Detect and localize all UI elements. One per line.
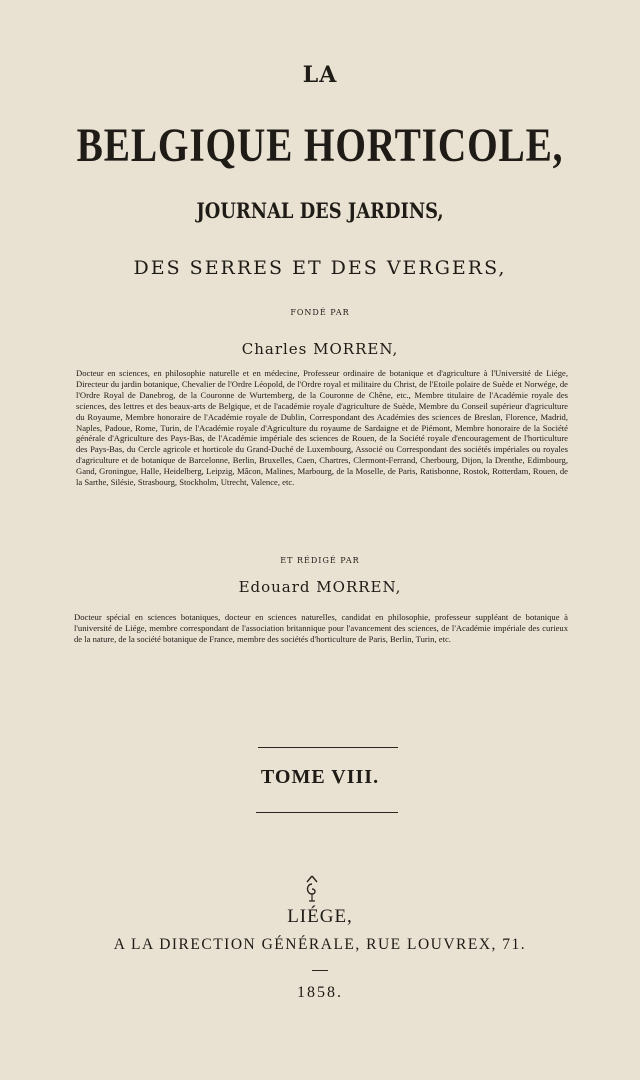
title-article: LA: [302, 62, 338, 88]
imprint-city: LIÉGE,: [287, 906, 353, 927]
imprint-year: 1858.: [297, 984, 343, 1001]
volume-number: TOME VIII.: [260, 766, 380, 788]
editor-bio: Docteur spécial en sciences botaniques, docteur en sciences naturelles, candidat en philosophie, professeur suppléant de botanique à l'université de Liége, membre correspondant de l'association britannique pour l'avancement des sciences, de l'Académie impériale des curieux de la nature, de la société botanique de France, membre des sociétés d'horticulture de Paris, Berlin, Turin, etc.: [74, 612, 568, 644]
subtitle-line-2: DES SERRES ET DES VERGERS,: [133, 257, 507, 279]
printer-ornament-icon: [300, 874, 324, 904]
subtitle-line-1: JOURNAL DES JARDINS,: [196, 198, 444, 223]
editor-name: Edouard MORREN,: [238, 578, 402, 596]
short-rule: [312, 970, 328, 971]
founder-name: Charles MORREN,: [241, 340, 399, 358]
founder-bio: Docteur en sciences, en philosophie naturelle et en médecine, Professeur ordinaire de botanique et d'agriculture à l'Université de Liége, Directeur du jardin botanique, Chevalier de l'Ordre Léopold, de l'Ordre royal et militaire du Christ, de l'Etoile polaire de Suède et Norwége, de l'Ordre Royal de Danebrog, de la Couronne de Wurtemberg, de la Couronne de Chêne, etc., Membre titulaire de l'Académie royale des sciences, des lettres et des beaux-arts de Belgique, et de l'académie royale d'agriculture de Suède, Membre du Conseil supérieur d'agriculture du Royaume, Membre honoraire de l'Académie royale de Dublin, Correspondant des Académies des sciences de Breslan, Florence, Madrid, Naples, Padoue, Rome, Turin, de l'Académie royale d'Agriculture du royaume de Sardaigne et de Piémont, Membre honoraire de la Société générale d'Agriculture des Pays-Bas, de l'Académie impériale des sciences de Rouen, de la Société royale d'encouragement de l'horticulture des Pays-Bas, du Cercle agricole et horticole du Grand-Duché de Luxembourg, Associé ou Correspondant des sociétés impériales ou royales d'agriculture et de botanique de Barcelonne, Berlin, Bruxelles, Caen, Chartres, Clermont-Ferrand, Cherbourg, Dijon, la Drenthe, Edimbourg, Gand, Groningue, Halle, Heidelberg, Leipzig, Mâcon, Malines, Marbourg, de la Moselle, de Paris, Ratisbonne, Rostok, Rotterdam, Rouen, de la Sarthe, Silésie, Strasbourg, Stockholm, Utrecht, Valence, etc.: [76, 368, 568, 488]
divider-rule-bottom: [256, 812, 398, 813]
journal-title: BELGIQUE HORTICOLE,: [76, 119, 564, 172]
founded-by-label: FONDÉ PAR: [290, 308, 350, 317]
divider-rule-top: [258, 747, 398, 748]
edited-by-label: ET RÉDIGÉ PAR: [280, 556, 360, 565]
imprint-publisher: A LA DIRECTION GÉNÉRALE, RUE LOUVREX, 71.: [113, 936, 527, 953]
